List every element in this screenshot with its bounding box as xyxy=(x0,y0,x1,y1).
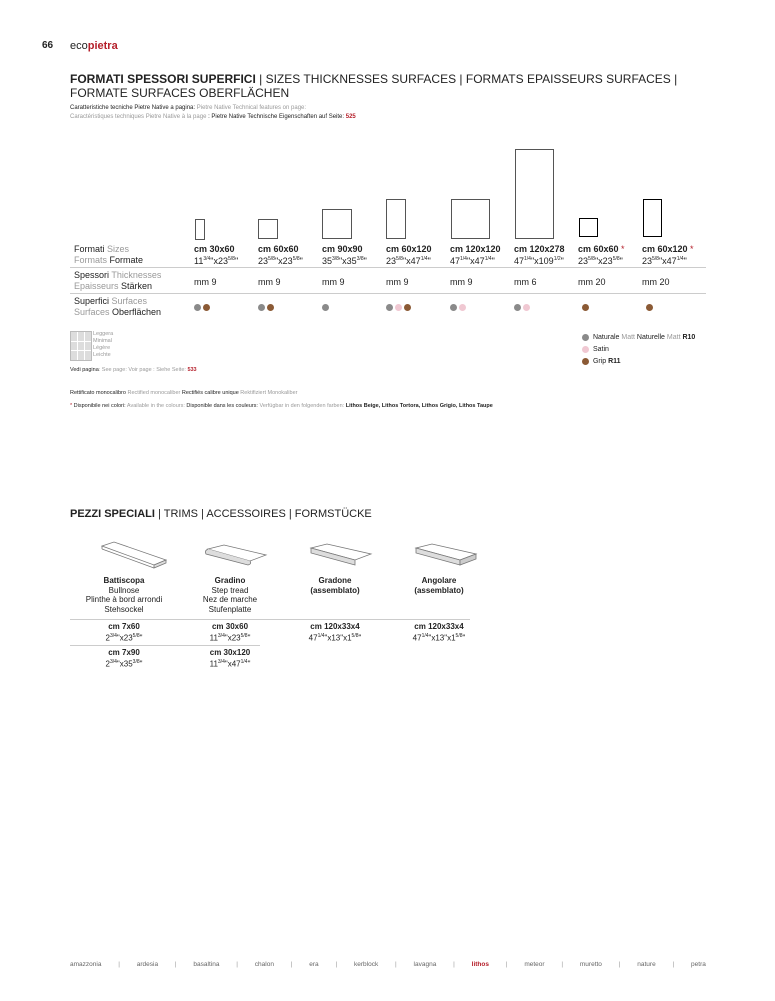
avail-d: Verfügbar in den folgenden farben: xyxy=(257,403,346,409)
inch: "x23 xyxy=(116,633,133,643)
legend-grip xyxy=(582,356,695,368)
rectified-note xyxy=(70,390,297,397)
leg-nat-a: Naturale xyxy=(592,334,620,341)
label-epaisseurs: Epaisseurs xyxy=(74,281,119,291)
format-cm: cm 60x120 xyxy=(386,244,432,254)
format-size xyxy=(258,244,303,266)
inch-frac: 5/8 xyxy=(396,256,403,262)
nav-separator: | xyxy=(561,961,564,968)
nav-separator: | xyxy=(453,961,455,968)
vedi-a: Vedi pagina xyxy=(70,367,99,373)
rett-a: Rettificato monocalibro xyxy=(70,390,126,396)
inch: 11 xyxy=(194,256,204,266)
nav-separator: | xyxy=(236,961,238,968)
label-thicknesses: Thicknesses xyxy=(109,270,162,280)
format-thickness: mm 9 xyxy=(258,277,281,287)
inch-frac: 3/8 xyxy=(332,256,339,262)
trim-step-name xyxy=(180,576,280,614)
trim-angolare-size-1 xyxy=(389,622,489,643)
avail-star: * xyxy=(70,403,74,409)
divider-2 xyxy=(70,293,706,294)
inch: " xyxy=(560,256,564,266)
leg-grip-a: Grip xyxy=(592,358,609,365)
inch-frac: 5/8 xyxy=(588,256,595,262)
technical-features-note xyxy=(70,104,670,122)
trim-cm: cm 120x33x4 xyxy=(414,622,464,631)
naturale-dot-icon xyxy=(258,304,265,311)
inch: 47 xyxy=(412,633,422,643)
format-thickness: mm 9 xyxy=(386,277,409,287)
label-surfaces: Surfaces xyxy=(109,296,148,306)
nav-separator: | xyxy=(672,961,675,968)
format-surfaces xyxy=(194,302,212,312)
brand-suffix: pietra xyxy=(87,40,118,52)
inch: " xyxy=(619,256,623,266)
nav-item-ardesia[interactable]: ardesia xyxy=(136,961,159,968)
avail-colors: Lithos Beige, Lithos Tortora, Lithos Grigio, Lithos Taupe xyxy=(345,403,493,409)
grip-dot-icon xyxy=(646,304,653,311)
inch: "x23 xyxy=(224,633,241,643)
label-formats: Formats xyxy=(74,255,108,265)
leg-nat-c: Naturelle xyxy=(634,334,665,341)
format-size xyxy=(578,244,625,266)
naturale-dot-icon xyxy=(514,304,521,311)
title-rest-2: FORMATE SURFACES OBERFLÄCHEN xyxy=(70,86,290,100)
inch: 2 xyxy=(105,633,110,643)
format-cm: cm 60x60 xyxy=(578,244,619,254)
format-surfaces xyxy=(386,302,413,312)
inch: " xyxy=(363,256,367,266)
trim-name-en: Bullnose xyxy=(108,585,140,595)
angolare-icon xyxy=(410,542,480,572)
inch: 47 xyxy=(450,256,461,266)
satin-dot-icon xyxy=(523,304,530,311)
nav-item-lavagna[interactable]: lavagna xyxy=(413,961,437,968)
format-cm: cm 120x278 xyxy=(514,244,565,254)
trim-cm: cm 120x33x4 xyxy=(310,622,360,631)
inch-frac: 1/4 xyxy=(317,632,325,639)
grip-dot-icon xyxy=(203,304,210,311)
rett-d: Rektifiziert Monokaliber xyxy=(238,390,298,396)
trim-name-fr: Plinthe à bord arrondi xyxy=(85,595,163,604)
trims-title xyxy=(70,508,372,520)
rett-c: Rectifiés calibre unique xyxy=(181,390,239,396)
label-sizes: Sizes xyxy=(104,244,130,254)
availability-star: * xyxy=(618,244,625,254)
format-size xyxy=(194,244,238,266)
inch-frac: 1/4 xyxy=(421,632,429,639)
inch: "x23 xyxy=(594,256,613,266)
brand-logo xyxy=(70,40,118,52)
tile-30x60-shape xyxy=(195,219,205,240)
inch-frac: 3/8 xyxy=(132,658,140,665)
inch: " xyxy=(234,256,239,266)
format-size xyxy=(322,244,367,266)
format-cm: cm 120x120 xyxy=(450,244,501,254)
format-thickness: mm 9 xyxy=(194,277,217,287)
nav-item-basaltina[interactable]: basaltina xyxy=(193,961,220,968)
format-cm: cm 60x120 xyxy=(642,244,688,254)
inch: 11 xyxy=(209,659,218,669)
inch-frac: 1/4 xyxy=(240,658,248,665)
format-surfaces xyxy=(258,302,276,312)
format-cm: cm 30x60 xyxy=(194,244,235,254)
availability-note xyxy=(70,403,493,410)
trim-angolare-name xyxy=(389,576,489,595)
inch-frac: 1/4 xyxy=(676,256,684,262)
inch-frac: 5/8 xyxy=(228,256,235,262)
inch: " xyxy=(299,256,303,266)
trim-name-it: Angolare xyxy=(421,576,457,585)
naturale-dot-icon xyxy=(386,304,393,311)
naturale-dot-icon xyxy=(194,304,201,311)
inch: "x47 xyxy=(402,256,421,266)
inch-frac: 3/4 xyxy=(217,632,225,639)
format-size xyxy=(642,244,694,266)
satin-dot-icon xyxy=(582,346,589,353)
tech-l1b: Pietre Native Technical features on page: xyxy=(195,105,307,111)
label-surfaces-fr: Surfaces xyxy=(74,307,110,317)
format-surfaces xyxy=(514,302,532,312)
trim-gradone-name xyxy=(285,576,385,595)
naturale-dot-icon xyxy=(450,304,457,311)
nav-separator: | xyxy=(118,961,120,968)
inch: 11 xyxy=(209,633,218,643)
trims-divider-2 xyxy=(70,645,260,646)
tile-60x60-shape xyxy=(258,219,278,239)
format-surfaces xyxy=(646,302,655,312)
inch: " xyxy=(427,256,431,266)
inch-frac: 5/8 xyxy=(240,632,248,639)
vedi-page-link[interactable]: 533 xyxy=(187,367,197,373)
grip-dot-icon xyxy=(404,304,411,311)
nav-item-kerblock[interactable]: kerblock xyxy=(354,961,379,968)
inch-frac: 1/4 xyxy=(524,256,531,262)
label-oberflachen: Oberflächen xyxy=(109,307,162,317)
leg-nat-d: Matt xyxy=(664,334,683,341)
trim-bullnose-size-1 xyxy=(74,622,174,643)
trims-divider-1 xyxy=(70,619,470,620)
grip-dot-icon xyxy=(582,304,589,311)
naturale-dot-icon xyxy=(582,334,589,341)
inch: "x23 xyxy=(274,256,293,266)
inch: " xyxy=(139,633,143,643)
format-size xyxy=(514,244,565,266)
availability-star: * xyxy=(687,244,694,254)
row-label-thickness xyxy=(74,270,161,292)
naturale-dot-icon xyxy=(322,304,329,311)
surface-legend xyxy=(582,332,695,368)
inch: "x47 xyxy=(466,256,485,266)
mosaic-label xyxy=(93,331,113,359)
format-thickness: mm 9 xyxy=(450,277,473,287)
leg-nat-b: Matt xyxy=(619,334,635,341)
trim-name-de: Stufenplatte xyxy=(208,604,252,614)
format-surfaces xyxy=(582,302,591,312)
inch-frac: 5/8 xyxy=(268,256,275,262)
inch: "x13"x1 xyxy=(428,633,456,643)
divider-1 xyxy=(70,267,706,268)
avail-a: Disponibile nei colori: xyxy=(73,403,126,409)
brand-prefix: eco xyxy=(70,40,88,52)
trim-cm: cm 7x90 xyxy=(108,648,140,657)
vedi-c: Siehe Seite: xyxy=(154,367,188,373)
tile-90x90-shape xyxy=(322,209,352,239)
title-bold: FORMATI SPESSORI SUPERFICI xyxy=(70,72,256,86)
satin-dot-icon xyxy=(459,304,466,311)
trim-name-de: Stehsockel xyxy=(104,604,144,614)
inch-frac: 3/4 xyxy=(109,658,117,665)
step-tread-icon xyxy=(200,543,270,573)
trim-gradone-size-1 xyxy=(285,622,385,643)
inch: 23 xyxy=(258,256,269,266)
label-spessori: Spessori xyxy=(74,270,110,280)
inch: "x35 xyxy=(338,256,357,266)
format-surfaces xyxy=(450,302,468,312)
nav-separator: | xyxy=(174,961,177,968)
inch-frac: 5/8 xyxy=(652,256,659,262)
nav-item-amazzonia[interactable]: amazzonia xyxy=(70,961,102,968)
inch-frac: 5/8 xyxy=(455,632,463,639)
row-label-surfaces xyxy=(74,296,161,318)
trim-step-size-2 xyxy=(180,648,280,669)
inch: 35 xyxy=(322,256,333,266)
format-surfaces xyxy=(322,302,331,312)
inch: " xyxy=(247,633,251,643)
nav-separator: | xyxy=(335,961,338,968)
label-superfici: Superfici xyxy=(74,296,110,306)
tech-l2a: Caractéristiques techniques Pietre Native à la page xyxy=(70,114,207,120)
mosaic-icon xyxy=(70,331,92,361)
trim-cm: cm 7x60 xyxy=(108,622,140,631)
mosaic-l2: Minimal xyxy=(93,338,112,344)
inch-frac: 5/8 xyxy=(612,256,620,262)
trim-name-it: Gradone xyxy=(318,576,352,585)
trim-bullnose-size-2 xyxy=(74,648,174,669)
inch-frac: 1/4 xyxy=(420,256,428,262)
leg-nat-r10: R10 xyxy=(682,334,696,341)
avail-b: Available in the colours: xyxy=(125,403,187,409)
trim-name-en: Step tread xyxy=(211,585,249,595)
leg-grip-r11: R11 xyxy=(608,358,621,365)
tech-l1a: Caratteristiche tecniche Pietre Native a pagina: xyxy=(70,105,196,111)
inch-frac: 1/2 xyxy=(553,256,561,262)
page-title xyxy=(70,72,710,100)
inch-frac: 5/8 xyxy=(292,256,300,262)
label-formati: Formati xyxy=(74,244,105,254)
trims-title-bold: PEZZI SPECIALI xyxy=(70,508,155,520)
inch-frac: 5/8 xyxy=(351,632,359,639)
inch: " xyxy=(683,256,687,266)
tile-120x120-shape xyxy=(451,199,490,239)
bullnose-icon xyxy=(100,540,170,570)
nav-separator: | xyxy=(395,961,397,968)
see-page-note xyxy=(70,367,197,374)
vedi-b: : See page: Voir page : xyxy=(98,367,155,373)
tile-60x60-thick-shape xyxy=(579,218,598,237)
trim-name-it: Gradino xyxy=(214,576,246,585)
trim-cm: cm 30x120 xyxy=(209,648,251,657)
mosaic-l3: Légère xyxy=(93,345,111,351)
inch: "x109 xyxy=(530,256,554,266)
avail-c: Disponible dans les couleurs: xyxy=(186,403,258,409)
nav-item-era[interactable]: era xyxy=(309,961,319,968)
trim-step-size-1 xyxy=(180,622,280,643)
inch: " xyxy=(139,659,143,669)
collection-nav xyxy=(70,961,706,968)
inch-frac: 3/8 xyxy=(356,256,364,262)
format-thickness: mm 20 xyxy=(642,277,670,287)
inch: "x47 xyxy=(658,256,677,266)
nav-item-chalon[interactable]: chalon xyxy=(254,961,274,968)
format-thickness: mm 20 xyxy=(578,277,606,287)
grip-dot-icon xyxy=(267,304,274,311)
label-formate: Formate xyxy=(107,255,144,265)
format-thickness: mm 6 xyxy=(514,277,537,287)
mosaic-l1: Leggera xyxy=(93,331,114,337)
rett-b: Rectified monocaliber xyxy=(125,390,182,396)
gradone-icon xyxy=(305,542,375,572)
inch: 47 xyxy=(308,633,318,643)
leg-satin: Satin xyxy=(592,346,609,353)
inch-frac: 1/4 xyxy=(460,256,467,262)
trim-name-it: Battiscopa xyxy=(103,576,145,585)
inch: 2 xyxy=(105,659,110,669)
legend-naturale xyxy=(582,332,695,344)
inch-frac: 1/4 xyxy=(484,256,492,262)
inch: "x13"x1 xyxy=(324,633,352,643)
satin-dot-icon xyxy=(395,304,402,311)
nav-item-petra[interactable]: petra xyxy=(691,961,706,968)
format-cm: cm 60x60 xyxy=(258,244,299,254)
inch: 23 xyxy=(578,256,589,266)
inch: " xyxy=(491,256,495,266)
format-size xyxy=(386,244,432,266)
tile-60x120-thick-shape xyxy=(643,199,662,237)
tech-l2b: : Pietre Native Technische Eigenschaften auf Seite: xyxy=(206,114,346,120)
format-size xyxy=(450,244,501,266)
trim-bullnose-name xyxy=(74,576,174,614)
tech-page-link[interactable]: 525 xyxy=(345,114,356,120)
nav-separator: | xyxy=(618,961,621,968)
row-label-formats xyxy=(74,244,143,266)
legend-satin xyxy=(582,344,695,356)
label-starken: Stärken xyxy=(118,281,153,291)
inch: 23 xyxy=(642,256,653,266)
tile-120x278-shape xyxy=(515,149,554,239)
inch: " xyxy=(358,633,362,643)
nav-item-lithos[interactable]: lithos xyxy=(471,961,489,968)
nav-item-muretto[interactable]: muretto xyxy=(579,961,602,968)
nav-separator: | xyxy=(505,961,508,968)
trim-cm: cm 30x60 xyxy=(211,622,249,631)
tile-60x120-shape xyxy=(386,199,406,239)
trim-assembled: (assemblato) xyxy=(414,585,464,595)
inch-frac: 3/4 xyxy=(203,256,211,262)
inch-frac: 3/4 xyxy=(109,632,117,639)
inch: " xyxy=(462,633,466,643)
inch: " xyxy=(247,659,251,669)
trim-name-fr: Nez de marche xyxy=(202,595,258,604)
nav-separator: | xyxy=(290,961,293,968)
inch: "x35 xyxy=(116,659,133,669)
inch-frac: 5/8 xyxy=(132,632,140,639)
nav-item-meteor[interactable]: meteor xyxy=(524,961,545,968)
trim-assembled: (assemblato) xyxy=(310,585,360,595)
inch: 23 xyxy=(386,256,397,266)
mosaic-l4: Leichte xyxy=(93,352,111,358)
trims-title-rest: | TRIMS | ACCESSOIRES | FORMSTÜCKE xyxy=(154,508,372,520)
title-rest-1: | SIZES THICKNESSES SURFACES | FORMATS EPAISSEURS SURFACES | xyxy=(255,72,678,86)
inch: 47 xyxy=(514,256,525,266)
nav-item-nature[interactable]: nature xyxy=(637,961,656,968)
page-number: 66 xyxy=(42,40,54,51)
grip-dot-icon xyxy=(582,358,589,365)
inch: "x23 xyxy=(210,256,229,266)
format-thickness: mm 9 xyxy=(322,277,345,287)
inch: "x47 xyxy=(224,659,241,669)
format-cm: cm 90x90 xyxy=(322,244,363,254)
inch-frac: 3/4 xyxy=(217,658,225,665)
